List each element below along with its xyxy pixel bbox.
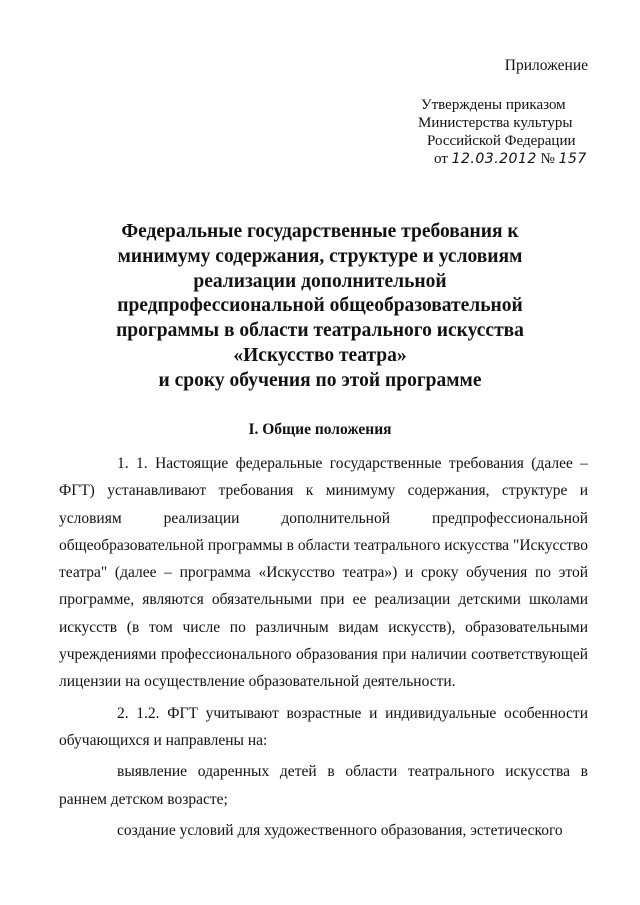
title-line: Федеральные государственные требования к <box>121 221 519 242</box>
document-title <box>60 220 580 394</box>
approval-line-2: Министерства культуры <box>418 115 573 131</box>
paragraph: выявление одаренных детей в области театрального искусства в раннем детском возрасте; <box>59 763 588 808</box>
title-line: реализации дополнительной <box>193 270 447 292</box>
body-text <box>59 450 588 844</box>
handwritten-number: 157 <box>558 151 587 167</box>
approval-date-line <box>434 150 621 168</box>
paragraph: 1. 1. Настоящие федеральные государственные требования (далее – ФГТ) устанавливают требования к минимуму содержания, структуре и условиям реализации дополнительной предпрофессиональной общеобразовательной программы в области театрального искусства "Искусство театра" (далее – программа «Искусство театра») и сроку обучения по этой программе, являются обязательными при ее реализации детскими школами искусств (в том числе по различным видам искусств), образовательными учреждениями профессионального образования при наличии соответствующей лицензии на осуществление образовательной деятельности. <box>59 455 588 691</box>
title-line: программы в области театрального искусства <box>116 320 524 342</box>
date-prefix: от <box>434 151 448 167</box>
handwritten-date: 12.03.2012 <box>451 151 537 167</box>
approval-line-3: Российской Федерации <box>427 133 576 149</box>
title-line: минимуму содержания, структуре и условиям <box>117 245 523 267</box>
approval-line-1: Утверждены приказом <box>421 97 566 113</box>
title-line: предпрофессиональной общеобразовательной <box>117 295 523 317</box>
paragraph: 2. 1.2. ФГТ учитывают возрастные и индивидуальные особенности обучающихся и направлены на: <box>59 704 588 749</box>
title-line: и сроку обучения по этой программе <box>158 369 482 391</box>
appendix-label: Приложение <box>504 57 588 74</box>
number-sign: № <box>540 151 555 167</box>
paragraph: создание условий для художественного образования, эстетического <box>117 821 563 839</box>
approval-block <box>418 96 621 168</box>
section-heading: I. Общие положения <box>248 421 392 438</box>
title-line: «Искусство театра» <box>233 344 407 366</box>
